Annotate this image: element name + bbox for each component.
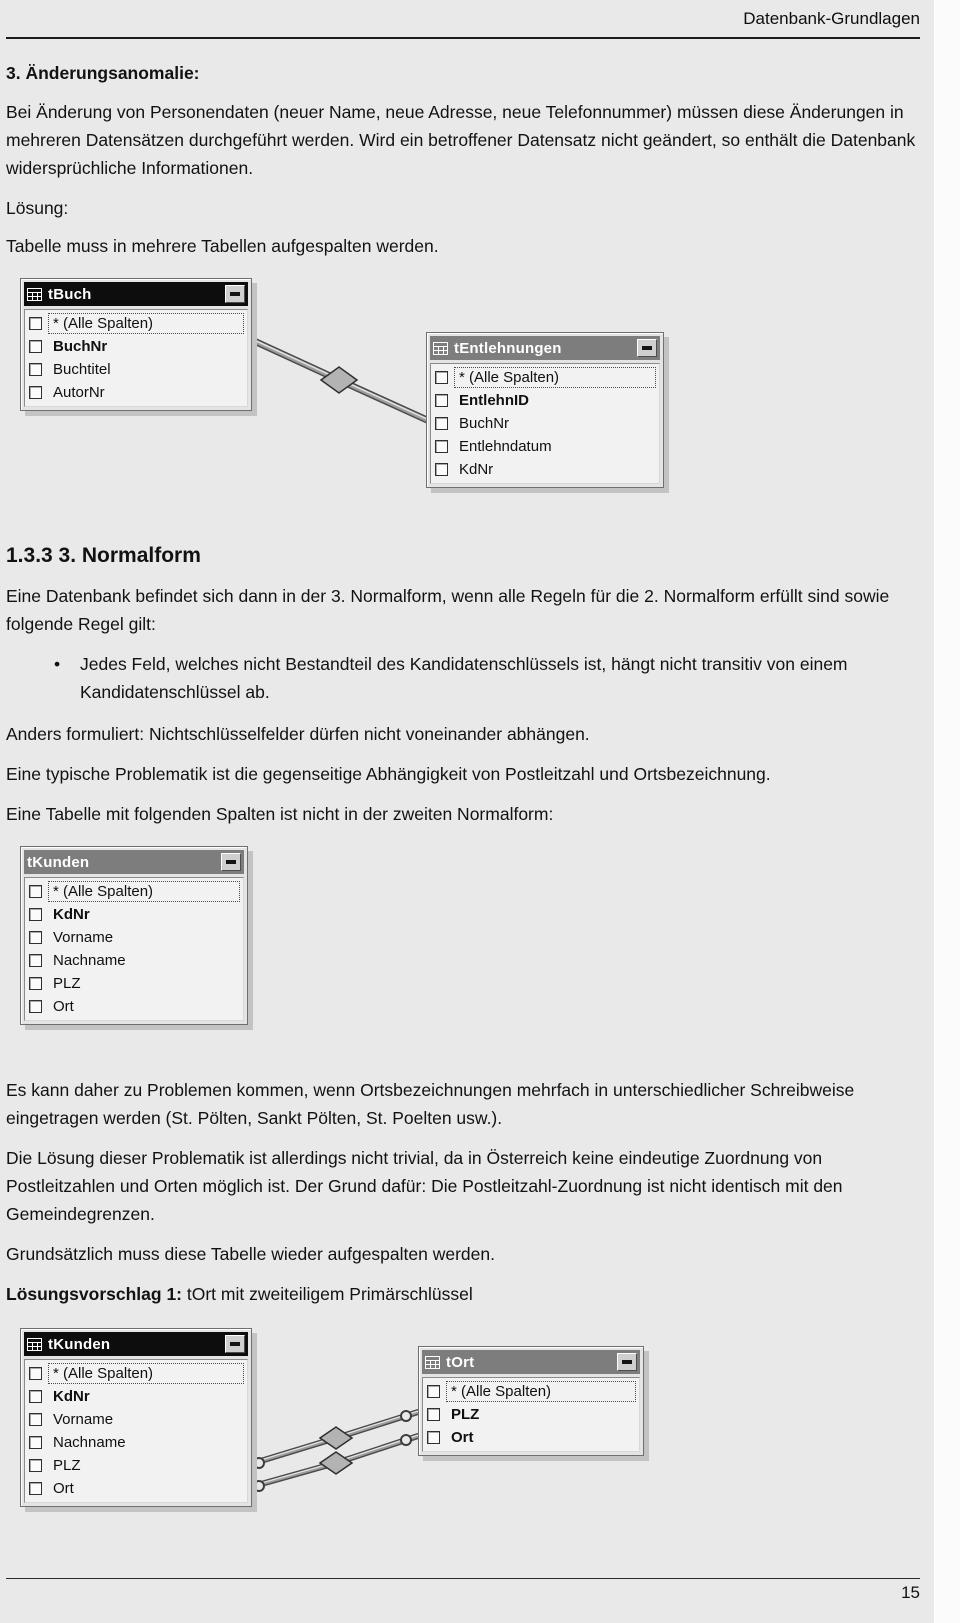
paragraph-anomaly: Bei Änderung von Personendaten (neuer Name, neue Adresse, neue Telefonnummer) müssen diese Änderungen in mehreren Datensätzen durchgeführt werden. Wird ein betroffener Datensatz nicht geändert, so enthält die Datenbank widersprüchliche Informationen. xyxy=(6,102,916,178)
field-name: Ort xyxy=(53,998,74,1015)
header-rule xyxy=(6,37,920,39)
field-checkbox[interactable] xyxy=(29,1436,42,1449)
field-row[interactable] xyxy=(425,1426,637,1449)
paragraph-loesung-label: Lösung: xyxy=(6,198,69,218)
window-titlebar[interactable] xyxy=(430,336,660,360)
field-name: AutorNr xyxy=(53,384,105,401)
paragraph-anders: Anders formuliert: Nichtschlüsselfelder dürfen nicht voneinander abhängen. xyxy=(6,724,590,744)
field-checkbox[interactable] xyxy=(29,363,42,376)
field-name: Buchtitel xyxy=(53,361,111,378)
field-checkbox[interactable] xyxy=(29,1367,42,1380)
paragraph-loesungsvorschlag xyxy=(6,1280,920,1308)
field-checkbox[interactable] xyxy=(29,931,42,944)
window-title: tBuch xyxy=(48,285,92,303)
minimize-button[interactable] xyxy=(221,853,241,871)
paragraph-problematik: Eine typische Problematik ist die gegenseitige Abhängigkeit von Postleitzahl und Ortsbezeichnung. xyxy=(6,764,771,784)
fieldlist-window-tkunden2 xyxy=(20,1328,252,1507)
field-row[interactable] xyxy=(27,1408,245,1431)
er-diagram-kunden-ort xyxy=(6,1320,924,1552)
window-titlebar[interactable] xyxy=(24,1332,248,1356)
table-grid-icon xyxy=(425,1356,440,1369)
join-end-icon xyxy=(254,1481,264,1491)
field-row[interactable] xyxy=(433,435,657,458)
minimize-button[interactable] xyxy=(617,1353,637,1371)
field-checkbox[interactable] xyxy=(29,386,42,399)
fieldlist-window-tkunden xyxy=(20,846,248,1025)
field-row[interactable] xyxy=(425,1380,637,1403)
field-name: BuchNr xyxy=(53,338,108,355)
field-row[interactable] xyxy=(425,1403,637,1426)
field-name: EntlehnID xyxy=(459,392,529,409)
window-title: tKunden xyxy=(27,853,90,871)
field-name: Ort xyxy=(53,1480,74,1497)
field-name: KdNr xyxy=(459,461,494,478)
window-title: tEntlehnungen xyxy=(454,339,562,357)
field-row[interactable] xyxy=(27,1362,245,1385)
field-row[interactable] xyxy=(27,312,245,335)
field-row[interactable] xyxy=(27,995,241,1018)
table-grid-icon xyxy=(27,288,42,301)
field-name: Vorname xyxy=(53,929,114,946)
field-list xyxy=(24,309,248,407)
field-name: * (Alle Spalten) xyxy=(447,1382,635,1401)
field-checkbox[interactable] xyxy=(29,1390,42,1403)
minimize-button[interactable] xyxy=(225,285,245,303)
window-titlebar[interactable] xyxy=(422,1350,640,1374)
field-row[interactable] xyxy=(433,389,657,412)
window-title: tOrt xyxy=(446,1353,475,1371)
minimize-button[interactable] xyxy=(637,339,657,357)
field-name: KdNr xyxy=(53,906,90,923)
field-checkbox[interactable] xyxy=(435,417,448,430)
join-end-icon xyxy=(401,1411,411,1421)
field-list xyxy=(430,363,660,484)
paragraph-tabelle-spalten: Eine Tabelle mit folgenden Spalten ist nicht in der zweiten Normalform: xyxy=(6,804,554,824)
field-name: * (Alle Spalten) xyxy=(49,314,243,333)
field-name: * (Alle Spalten) xyxy=(455,368,655,387)
field-name: PLZ xyxy=(53,1457,81,1474)
field-checkbox[interactable] xyxy=(29,317,42,330)
field-checkbox[interactable] xyxy=(29,1413,42,1426)
join-end-icon xyxy=(254,1458,264,1468)
field-checkbox[interactable] xyxy=(29,885,42,898)
field-name: Nachname xyxy=(53,952,126,969)
page-footer xyxy=(6,1578,920,1603)
field-checkbox[interactable] xyxy=(29,1459,42,1472)
loesungsvorschlag-text: tOrt mit zweiteiligem Primärschlüssel xyxy=(182,1284,473,1304)
join-end-icon xyxy=(401,1435,411,1445)
field-name: Entlehndatum xyxy=(459,438,552,455)
footer-rule xyxy=(6,1578,920,1579)
paragraph-normalform-intro: Eine Datenbank befindet sich dann in der 3. Normalform, wenn alle Regeln für die 2. Normalform erfüllt sind sowie folgende Regel gilt: xyxy=(6,586,890,634)
window-titlebar[interactable] xyxy=(24,850,244,874)
field-name: PLZ xyxy=(451,1406,480,1423)
paragraph-probleme: Es kann daher zu Problemen kommen, wenn Ortsbezeichnungen mehrfach in unterschiedlicher Schreibweise eingetragen werden (St. Pölten, Sankt Pölten, St. Poelten usw.). xyxy=(6,1080,855,1128)
join-diamond-icon xyxy=(320,1452,352,1474)
field-checkbox[interactable] xyxy=(435,371,448,384)
paragraph-grundsaetzlich: Grundsätzlich muss diese Tabelle wieder aufgespalten werden. xyxy=(6,1244,495,1264)
field-checkbox[interactable] xyxy=(427,1385,440,1398)
window-title: tKunden xyxy=(48,1335,111,1353)
field-checkbox[interactable] xyxy=(435,394,448,407)
table-grid-icon xyxy=(433,342,448,355)
table-grid-icon xyxy=(27,1338,42,1351)
minimize-button[interactable] xyxy=(225,1335,245,1353)
heading-aenderungsanomalie: 3. Änderungsanomalie: xyxy=(6,63,200,83)
join-diamond-icon xyxy=(320,1427,352,1449)
er-diagram-kunden xyxy=(6,840,924,1052)
field-checkbox[interactable] xyxy=(29,1000,42,1013)
field-checkbox[interactable] xyxy=(29,340,42,353)
field-name: Ort xyxy=(451,1429,474,1446)
field-row[interactable] xyxy=(27,1431,245,1454)
field-row[interactable] xyxy=(27,949,241,972)
window-titlebar[interactable] xyxy=(24,282,248,306)
join-diamond-icon xyxy=(321,367,357,393)
field-row[interactable] xyxy=(27,335,245,358)
bullet-text: Jedes Feld, welches nicht Bestandteil des Kandidatenschlüssels ist, hängt nicht transitiv von einem Kandidatenschlüssel ab. xyxy=(80,654,848,702)
field-checkbox[interactable] xyxy=(29,977,42,990)
field-name: PLZ xyxy=(53,975,81,992)
field-row[interactable] xyxy=(27,1477,245,1500)
field-row[interactable] xyxy=(433,458,657,481)
field-checkbox[interactable] xyxy=(29,908,42,921)
field-row[interactable] xyxy=(27,1385,245,1408)
field-row[interactable] xyxy=(27,903,241,926)
field-row[interactable] xyxy=(27,880,241,903)
field-name: Nachname xyxy=(53,1434,126,1451)
field-list xyxy=(24,877,244,1021)
fieldlist-window-tort xyxy=(418,1346,644,1456)
field-row[interactable] xyxy=(27,972,241,995)
field-list xyxy=(24,1359,248,1503)
field-name: * (Alle Spalten) xyxy=(49,1364,243,1383)
field-row[interactable] xyxy=(27,381,245,404)
field-checkbox[interactable] xyxy=(435,440,448,453)
bullet-icon: • xyxy=(54,654,61,674)
field-row[interactable] xyxy=(27,926,241,949)
page-number: 15 xyxy=(901,1583,920,1602)
fieldlist-window-tbuch xyxy=(20,278,252,411)
field-list xyxy=(422,1377,640,1452)
field-checkbox[interactable] xyxy=(427,1408,440,1421)
paragraph-loesung-trivial: Die Lösung dieser Problematik ist allerdings nicht trivial, da in Österreich keine eindeutige Zuordnung von Postleitzahlen und Orten möglich ist. Der Grund dafür: Die Postleitzahl-Zuordnung ist nicht identisch mit den Gemeindegrenzen. xyxy=(6,1148,843,1224)
bullet-item xyxy=(6,650,920,706)
field-row[interactable] xyxy=(433,412,657,435)
heading-normalform: 1.3.3 3. Normalform xyxy=(6,544,201,567)
field-checkbox[interactable] xyxy=(435,463,448,476)
loesungsvorschlag-label: Lösungsvorschlag 1: xyxy=(6,1284,183,1304)
field-row[interactable] xyxy=(433,366,657,389)
page-header: Datenbank-Grundlagen xyxy=(743,9,920,28)
field-row[interactable] xyxy=(27,358,245,381)
field-name: KdNr xyxy=(53,1388,90,1405)
field-row[interactable] xyxy=(27,1454,245,1477)
field-checkbox[interactable] xyxy=(29,1482,42,1495)
field-checkbox[interactable] xyxy=(29,954,42,967)
field-name: * (Alle Spalten) xyxy=(49,882,239,901)
paragraph-loesung-text: Tabelle muss in mehrere Tabellen aufgespalten werden. xyxy=(6,236,439,256)
field-name: BuchNr xyxy=(459,415,510,432)
field-name: Vorname xyxy=(53,1411,114,1428)
er-diagram-buch-entlehnungen xyxy=(6,272,924,522)
field-checkbox[interactable] xyxy=(427,1431,440,1444)
fieldlist-window-tentlehnungen xyxy=(426,332,664,488)
